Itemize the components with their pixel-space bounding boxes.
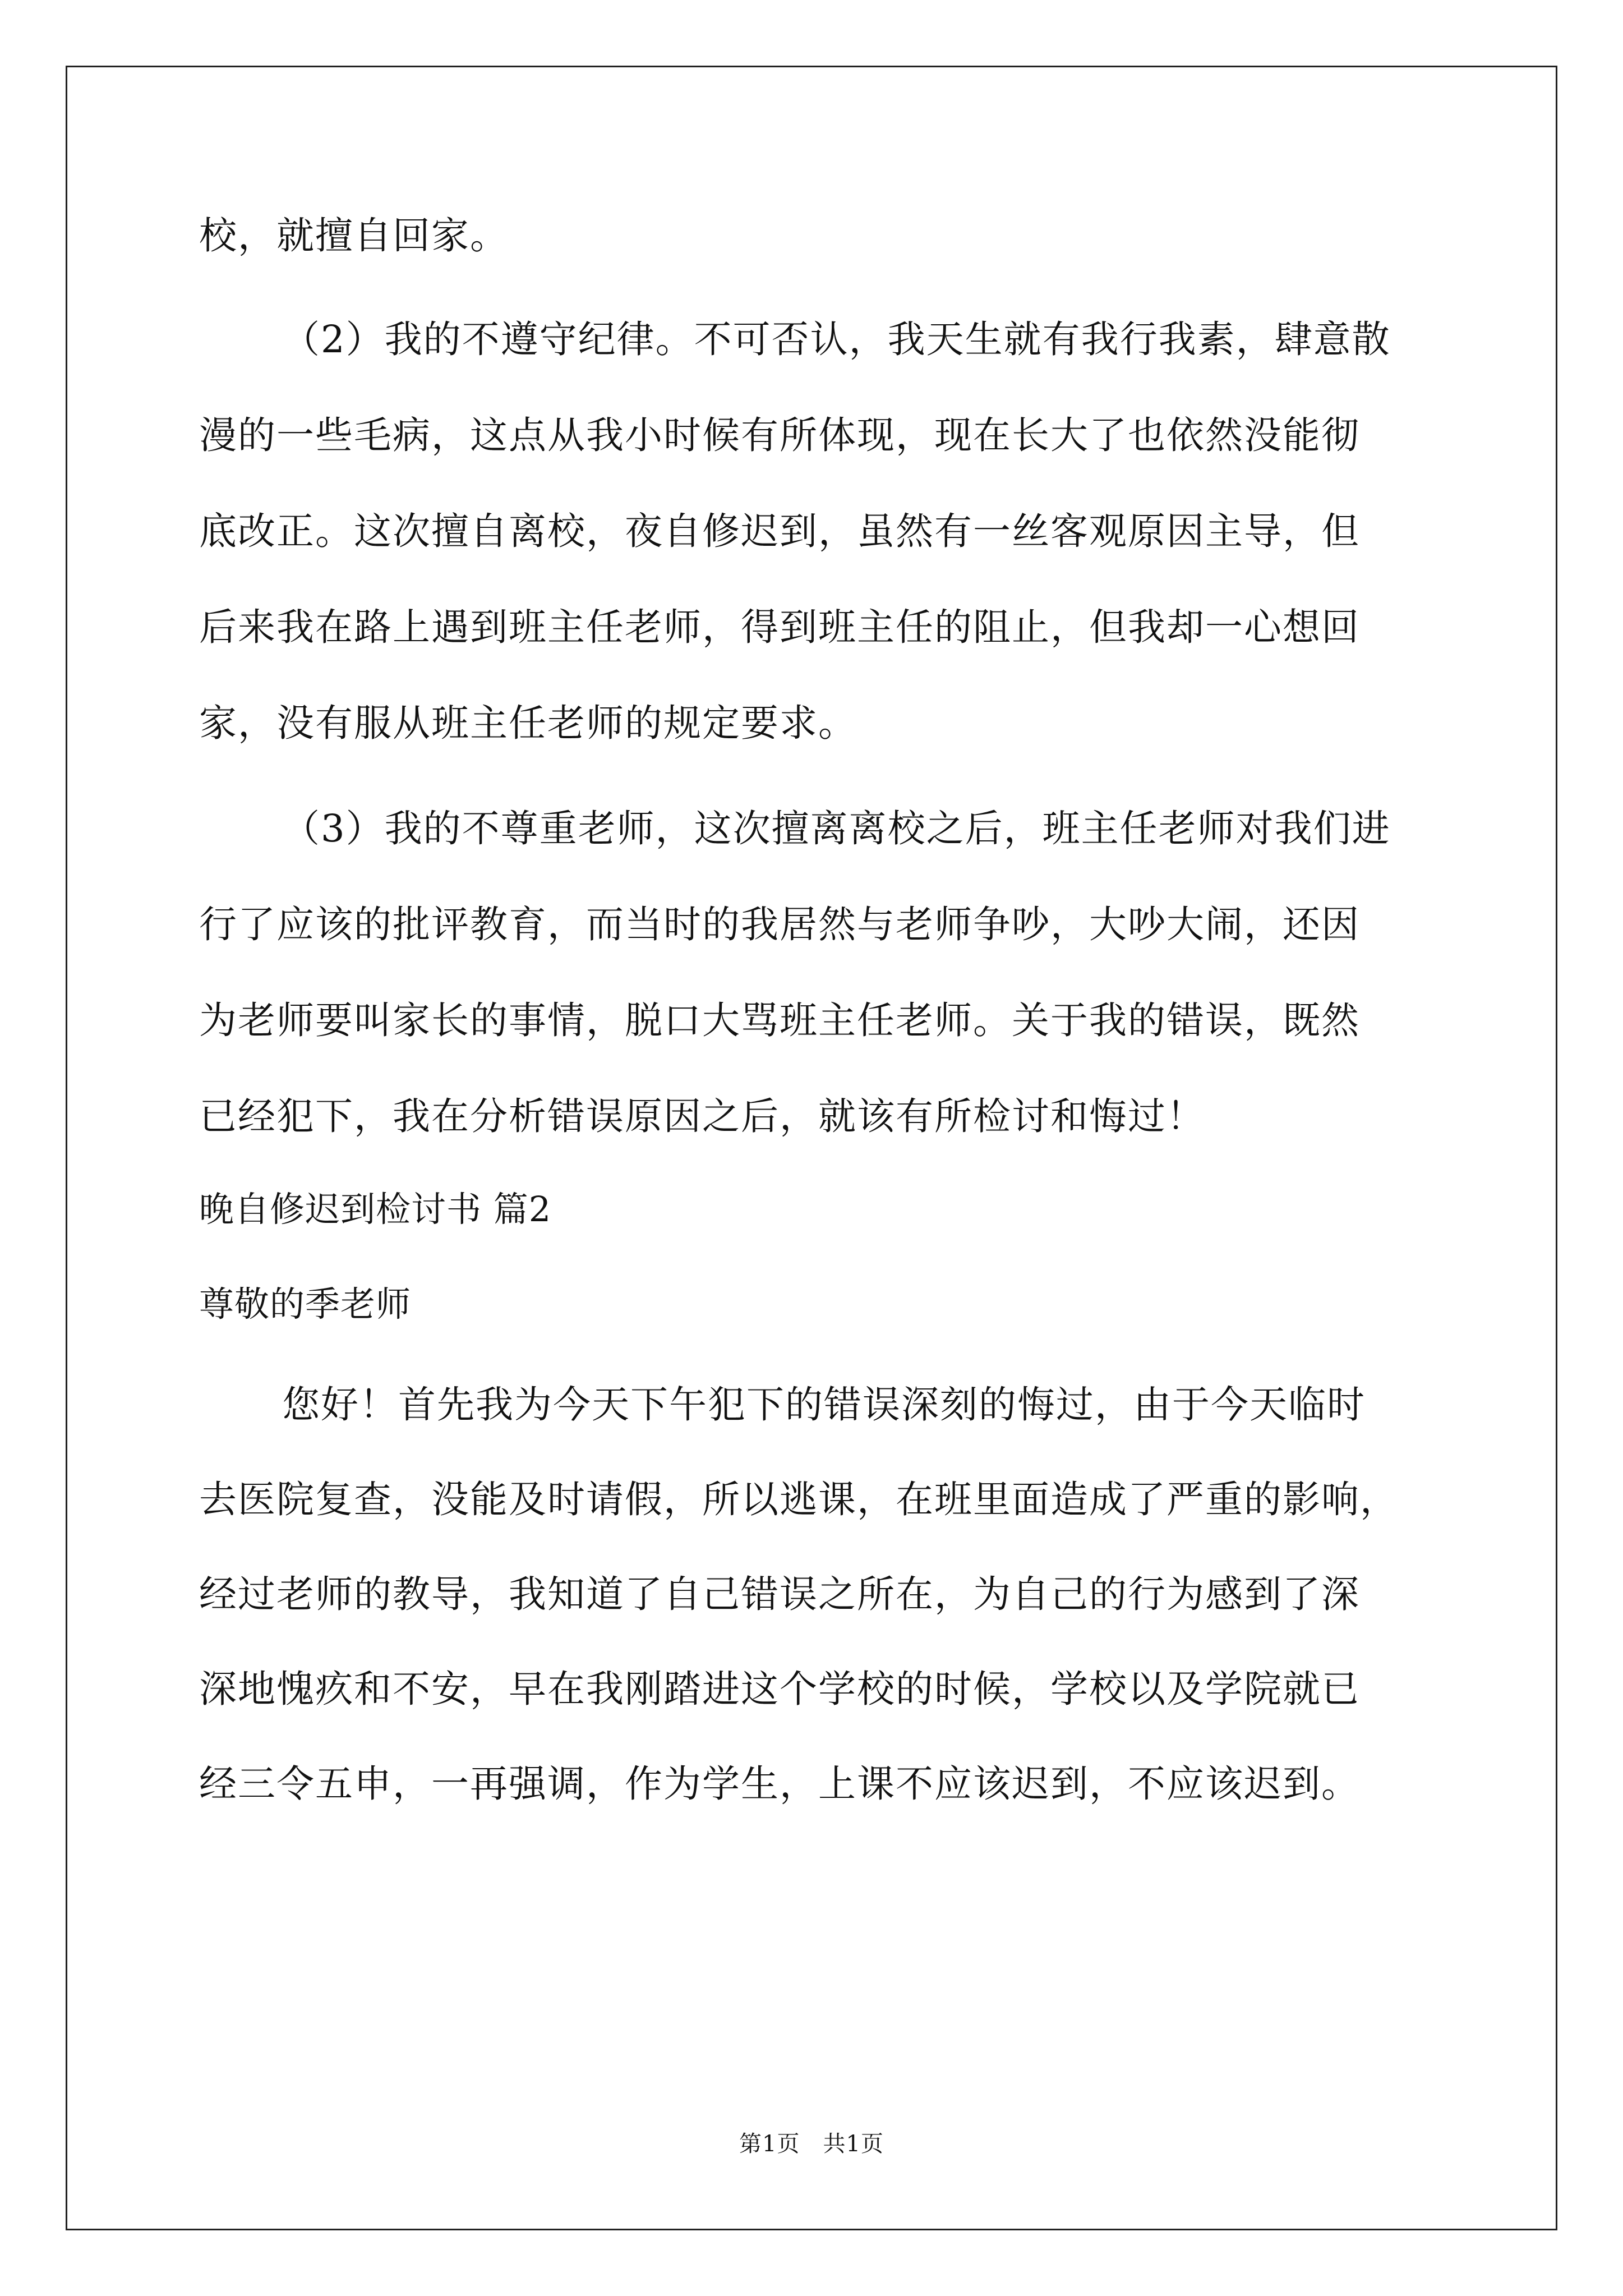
page-number: 第1页 共1页 <box>739 2131 884 2157</box>
text-line: 经三令五申，一再强调，作为学生，上课不应该迟到，不应该迟到。 <box>199 1762 1360 1806</box>
text-line: 底改正。这次擅自离校，夜自修迟到，虽然有一丝客观原因主导，但 <box>199 509 1360 553</box>
text-line: 家，没有服从班主任老师的规定要求。 <box>199 701 857 745</box>
text-line: 经过老师的教导，我知道了自己错误之所在，为自己的行为感到了深 <box>199 1572 1360 1616</box>
paragraph-line: 您好！首先我为今天下午犯下的错误深刻的悔过，由于今天临时 <box>282 1383 1366 1427</box>
paragraph-line: （3）我的不尊重老师，这次擅离离校之后，班主任老师对我们进 <box>282 807 1391 850</box>
salutation: 尊敬的季老师 <box>199 1283 412 1324</box>
section-heading: 晚自修迟到检讨书 篇2 <box>199 1189 552 1230</box>
text-line: 已经犯下，我在分析错误原因之后，就该有所检讨和悔过！ <box>199 1094 1205 1138</box>
text-line: 深地愧疚和不安，早在我刚踏进这个学校的时候，学校以及学院就已 <box>199 1667 1360 1711</box>
paragraph-line: （2）我的不遵守纪律。不可否认，我天生就有我行我素，肆意散 <box>282 318 1391 361</box>
text-line: 后来我在路上遇到班主任老师，得到班主任的阻止，但我却一心想回 <box>199 605 1360 649</box>
text-line: 漫的一些毛病，这点从我小时候有所体现，现在长大了也依然没能彻 <box>199 413 1360 457</box>
text-line: 校，就擅自回家。 <box>199 214 509 257</box>
page-border <box>66 66 1557 2230</box>
text-line: 为老师要叫家长的事情，脱口大骂班主任老师。关于我的错误，既然 <box>199 999 1360 1042</box>
text-line: 去医院复查，没能及时请假，所以逃课，在班里面造成了严重的影响， <box>199 1478 1399 1521</box>
text-line: 行了应该的批评教育，而当时的我居然与老师争吵，大吵大闹，还因 <box>199 903 1360 946</box>
